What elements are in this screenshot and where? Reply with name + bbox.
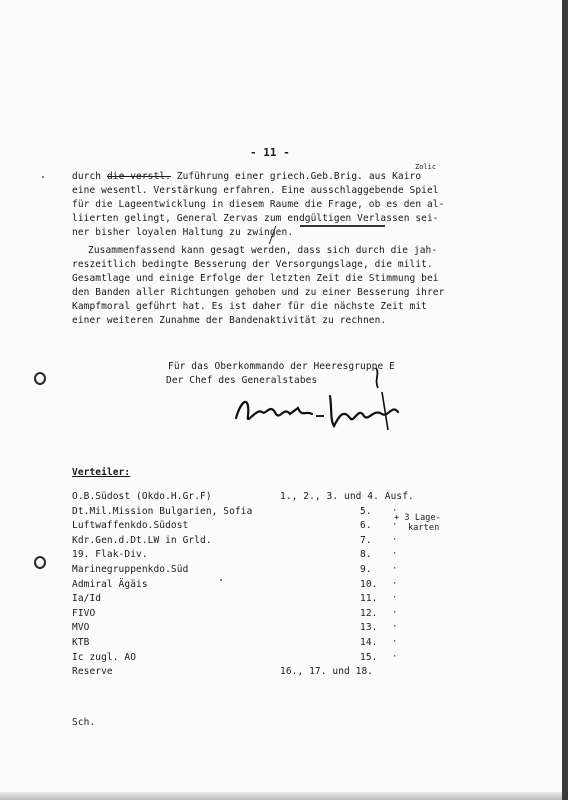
distribution-copy-number: 14. [360,637,378,648]
handwritten-tick-mark: · [392,564,398,574]
distribution-copy-number: 8. [360,549,372,560]
para2-line-3: Gesamtlage und einige Erfolge der letzten Zeit die Stimmung bei [72,273,439,284]
distribution-copy-number: 1., 2., 3. und 4. Ausf. [280,491,414,502]
handwritten-tick-mark: · [392,549,398,559]
distribution-recipient: 19. Flak-Div. [72,549,148,560]
distribution-recipient: Marinegruppenkdo.Süd [72,564,189,575]
distribution-copy-number: 6. [360,520,372,531]
handwritten-tick-mark: · [392,637,398,647]
handwritten-tick-mark: · [392,608,398,618]
distribution-copy-number: 16., 17. und 18. [280,666,374,677]
distribution-copy-number: 12. [360,608,378,619]
body-line-4: liierten gelingt, General Zervas zum endgültigen Verlassen sei- [72,213,439,224]
annotation-line-1: + 3 Lage- [394,513,441,523]
line1-prefix: durch [72,171,102,182]
para2-line-5: Kampfmoral geführt hat. Es ist daher für die nächste Zeit mit [72,301,427,312]
handwritten-tick-mark: · [392,506,398,516]
handwritten-signature [232,388,412,434]
body-line-3: für die Lageentwicklung in diesem Raume die Frage, ob es den al- [72,199,445,210]
distribution-recipient: Ic zugl. AO [72,652,137,663]
handwritten-underline [300,225,385,227]
line1-rest: Zuführung einer griech.Geb.Brig. aus Kairo [176,171,422,182]
distribution-copy-number: 13. [360,622,378,633]
para2-line-6: einer weiteren Zunahme der Bandenaktivität zu rechnen. [72,315,387,326]
handwritten-correction: Zolic [415,163,437,171]
body-line-2: eine wesentl. Verstärkung erfahren. Eine ausschlaggebende Spiel [72,185,439,196]
distribution-copy-number: 11. [360,593,378,604]
punch-hole-top [34,372,46,385]
page-number: - 11 - [250,146,290,159]
distribution-header: Verteiler: [72,467,131,478]
page-edge [0,792,562,800]
distribution-recipient: O.B.Südost (Okdo.H.Gr.F) [72,491,212,502]
distribution-recipient: MVO [72,622,90,633]
footer-initials: Sch. [72,717,96,728]
handwritten-tick-mark: · [392,520,398,530]
distribution-copy-number: 15. [360,652,378,663]
handwritten-tick-mark: · [392,593,398,603]
distribution-copy-number: 10. [360,579,378,590]
distribution-copy-number: 7. [360,535,372,546]
para2-line-4: den Banden aller Richtungen gehoben und zu einer Besserung ihrer [72,287,445,298]
para2-line-2: reszeitlich bedingte Besserung der Versorgungslage, die milit. [72,259,433,270]
punch-hole-bottom [34,556,46,569]
distribution-recipient: Kdr.Gen.d.Dt.LW in Grld. [72,535,212,546]
distribution-recipient: Ia/Id [72,593,102,604]
distribution-recipient: KTB [72,637,90,648]
distribution-recipient: Luftwaffenkdo.Südost [72,520,189,531]
handwritten-tick-mark: · [392,579,398,589]
handwritten-mark [370,366,384,392]
ink-speck [42,176,44,178]
closing-line-2: Der Chef des Generalstabes [166,375,318,386]
ink-speck [220,579,222,581]
distribution-recipient: Reserve [72,666,113,677]
distribution-copy-number: 9. [360,564,372,575]
distribution-copy-number: 5. [360,506,372,517]
distribution-recipient: Admiral Ägäis [72,579,148,590]
para2-line-1: Zusammenfassend kann gesagt werden, dass sich durch die jah- [88,245,438,256]
distribution-recipient: FIVO [72,608,96,619]
handwritten-tick-mark: · [392,622,398,632]
handwritten-tick-mark: · [392,652,398,662]
annotation-line-2: karten [408,523,440,533]
distribution-recipient: Dt.Mil.Mission Bulgarien, Sofia [72,506,253,517]
closing-line-1: Für das Oberkommando der Heeresgruppe E [168,361,395,372]
body-line-1 [72,172,421,182]
body-line-5: ner bisher loyalen Haltung zu zwingen. [72,227,294,238]
struck-text: die verstl. [106,171,171,182]
handwritten-tick-mark: · [392,535,398,545]
